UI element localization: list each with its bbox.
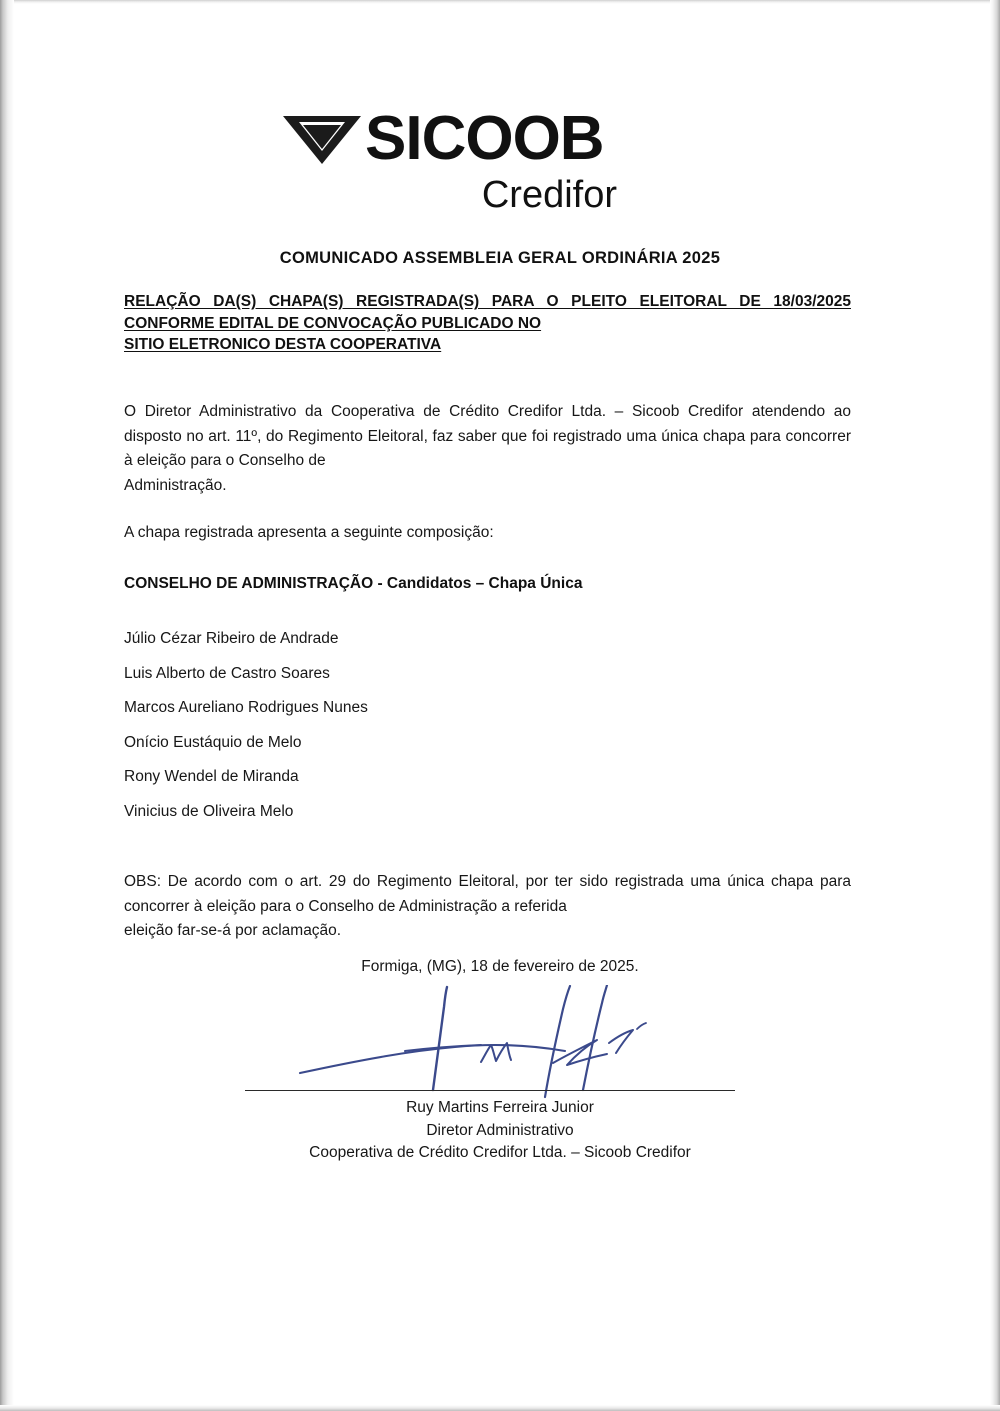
signature-line: [245, 1090, 735, 1091]
list-item: Rony Wendel de Miranda: [124, 768, 299, 785]
place-and-date: Formiga, (MG), 18 de fevereiro de 2025.: [361, 958, 639, 975]
list-item: Marcos Aureliano Rodrigues Nunes: [124, 699, 368, 716]
paragraph-intro-text: O Diretor Administrativo da Cooperativa de Crédito Credifor Ltda. – Sicoob Credifor atendendo ao disposto no art. 11º, do Regimento Eleitoral, faz saber que foi registrado uma única chapa para concorrer à eleição para o Conselho de: [124, 403, 851, 469]
logo-brand-text: SICOOB: [365, 104, 604, 173]
handwritten-signature: [245, 985, 745, 1100]
list-item: Onício Eustáquio de Melo: [124, 733, 302, 751]
signature-ink-icon: [245, 985, 745, 1100]
signer-role: Diretor Administrativo: [426, 1121, 574, 1139]
sicoob-triangle-icon: [283, 110, 361, 168]
list-item: Vinicius de Oliveira Melo: [124, 802, 294, 820]
subtitle-line-2: SITIO ELETRONICO DESTA COOPERATIVA: [124, 336, 442, 353]
paragraph-intro: [124, 400, 851, 498]
paragraph-observation: [124, 870, 851, 944]
paragraph-composition: A chapa registrada apresenta a seguinte composição:: [124, 524, 494, 541]
section-heading-conselho: CONSELHO DE ADMINISTRAÇÃO - Candidatos – Chapa Única: [124, 575, 583, 592]
list-item: Júlio Cézar Ribeiro de Andrade: [124, 630, 339, 647]
signature-block: [0, 1097, 1000, 1165]
logo-row: [283, 104, 623, 173]
subtitle-line-1: RELAÇÃO DA(S) CHAPA(S) REGISTRADA(S) PARA O PLEITO ELEITORAL DE 18/03/2025 CONFORME EDITAL DE CONVOCAÇÃO PUBLICADO NO: [124, 293, 851, 332]
candidate-list: [124, 622, 851, 829]
signer-name: Ruy Martins Ferreira Junior: [406, 1099, 594, 1116]
logo-subbrand-text: Credifor: [481, 174, 617, 216]
document-subtitle: [124, 291, 851, 356]
paragraph-intro-last: Administração.: [124, 476, 227, 494]
observation-last: eleição far-se-á por aclamação.: [124, 922, 342, 939]
page-title: COMUNICADO ASSEMBLEIA GERAL ORDINÁRIA 2025: [279, 249, 721, 267]
sicoob-logo: [283, 104, 623, 217]
list-item: Luis Alberto de Castro Soares: [124, 664, 330, 682]
observation-text: OBS: De acordo com o art. 29 do Regimento Eleitoral, por ter sido registrada uma única chapa para concorrer à eleição para o Conselho de Administração a referida: [124, 873, 851, 915]
signer-organization: Cooperativa de Crédito Credifor Ltda. – Sicoob Credifor: [309, 1144, 691, 1161]
